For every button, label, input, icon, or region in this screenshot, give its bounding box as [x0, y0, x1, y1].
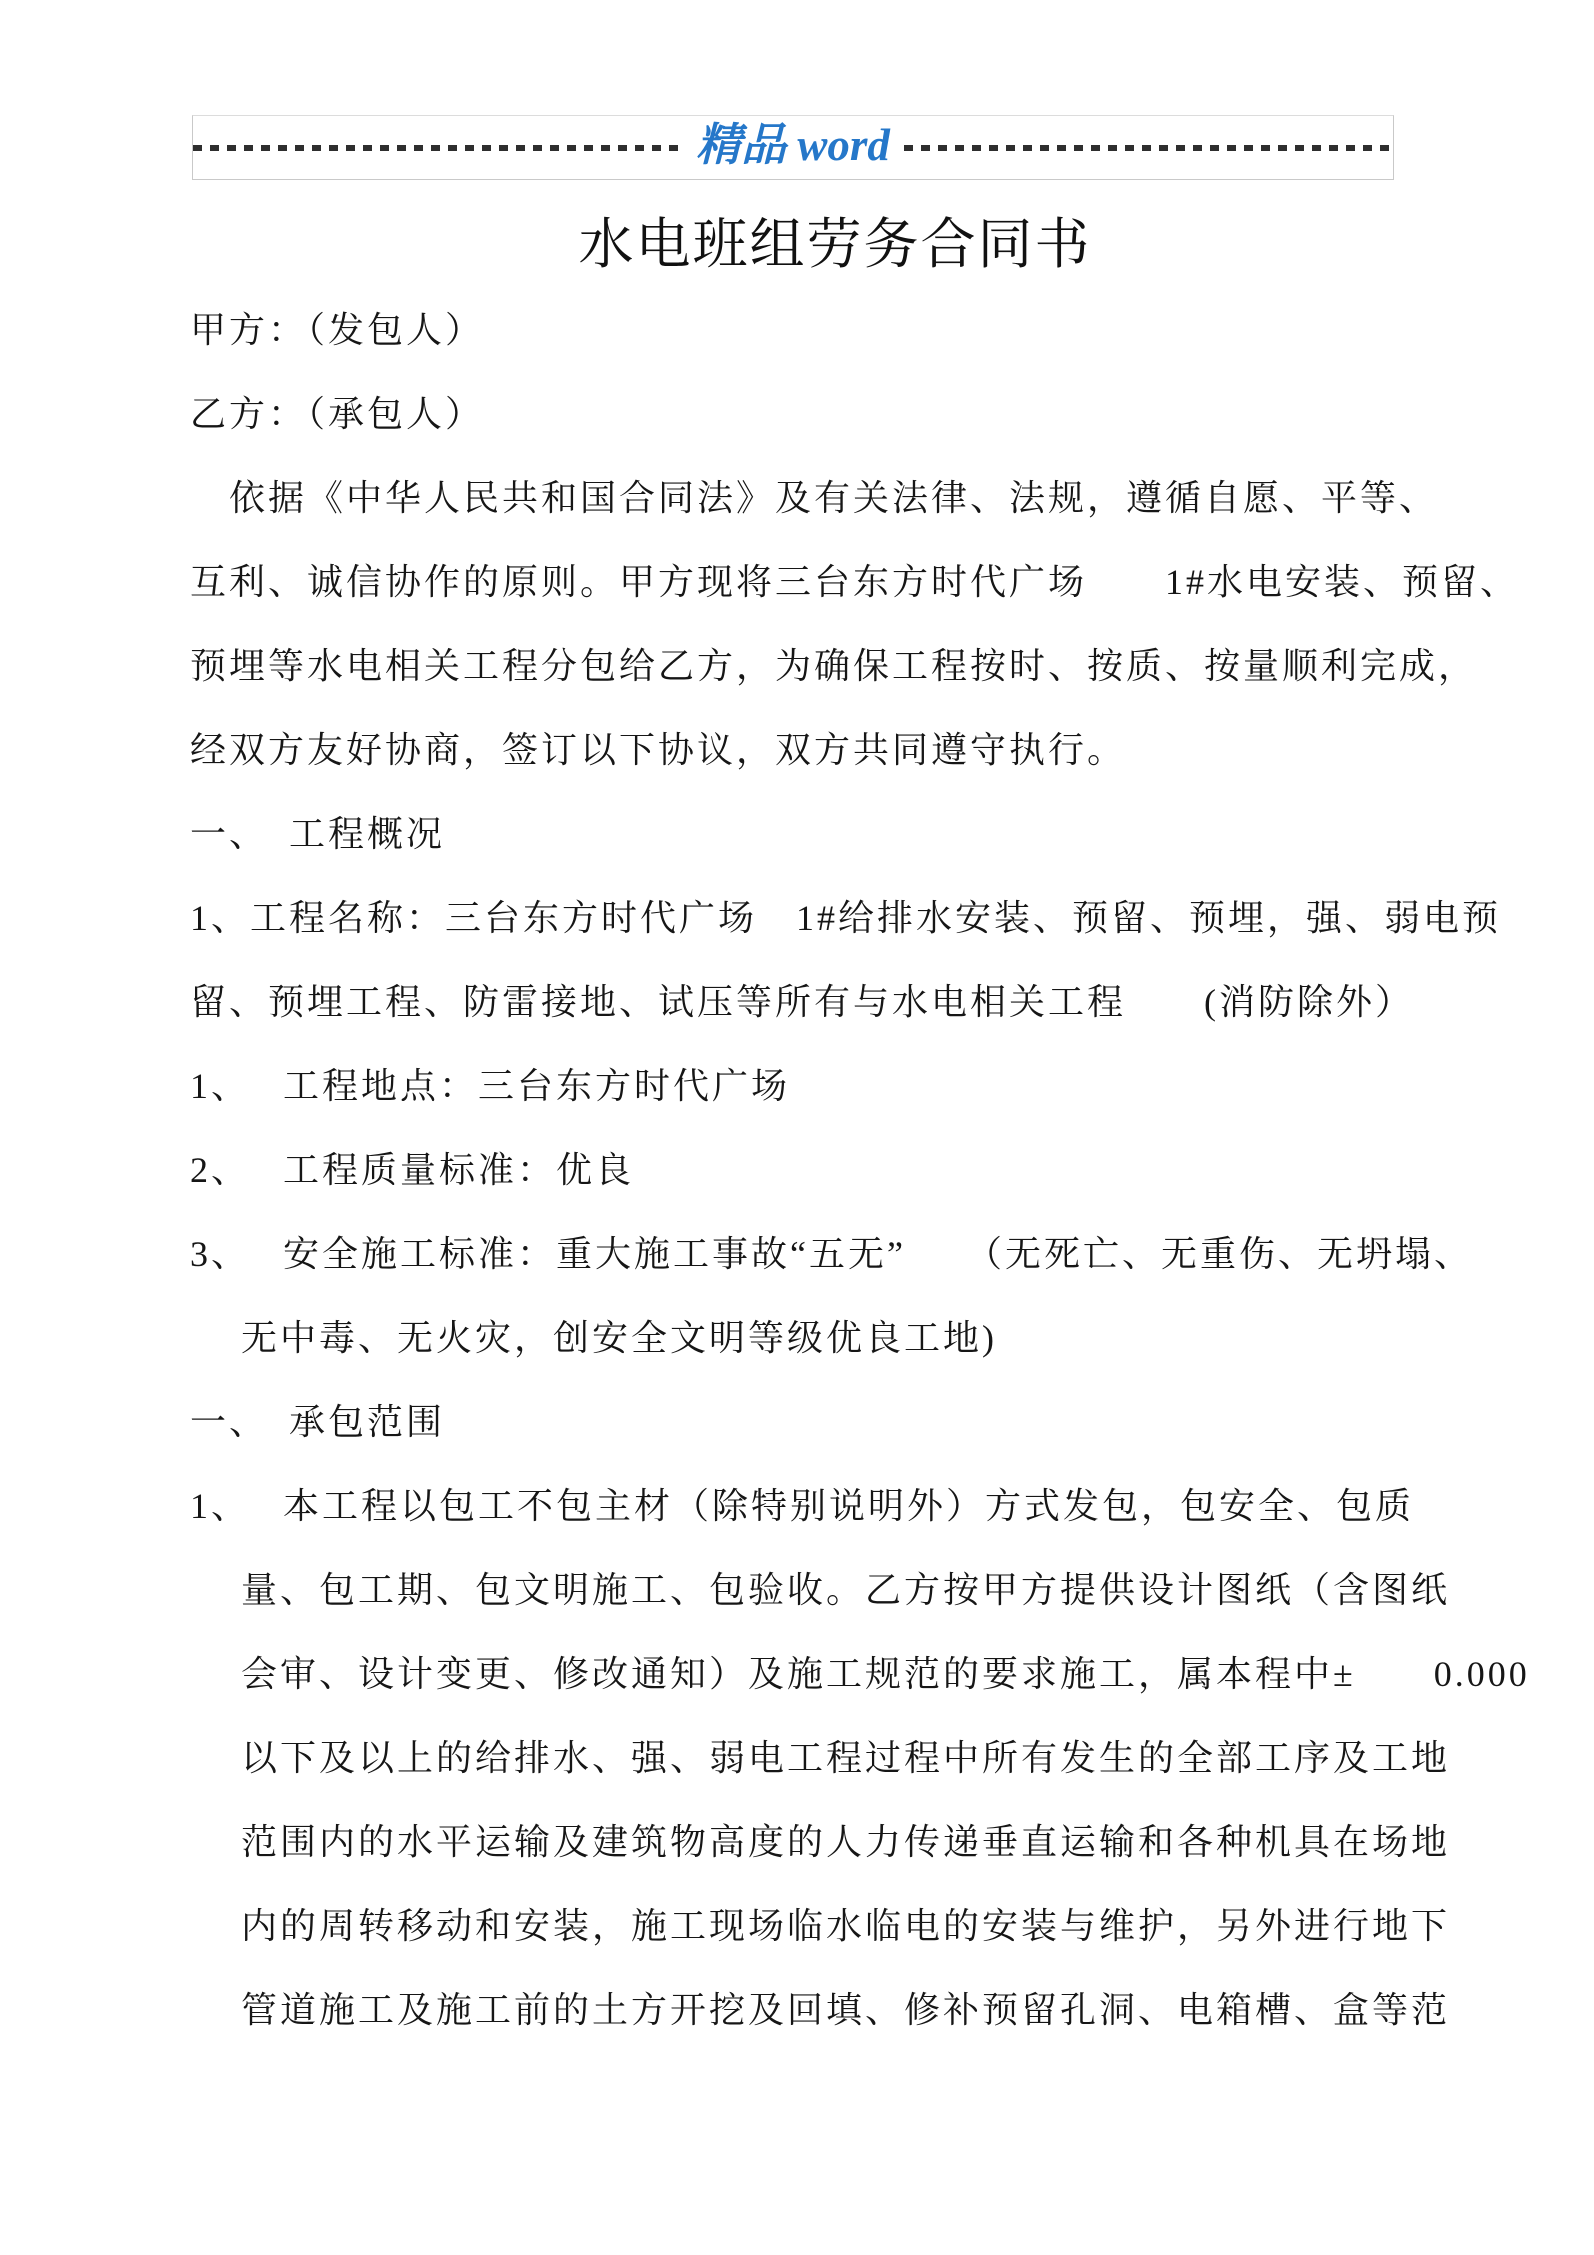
doc-section-heading: 一、 工程概况: [190, 814, 446, 854]
doc-line: 以下及以上的给排水、强、弱电工程过程中所有发生的全部工序及工地: [190, 1738, 1451, 1778]
doc-line: 会审、设计变更、修改通知）及施工规范的要求施工，属本程中± 0.000: [190, 1654, 1530, 1694]
doc-line: 量、包工期、包文明施工、包验收。乙方按甲方提供设计图纸（含图纸: [190, 1570, 1451, 1610]
promo-banner: [192, 115, 1394, 180]
doc-line: 预埋等水电相关工程分包给乙方，为确保工程按时、按质、按量顺利完成，: [190, 646, 1478, 686]
doc-line: 经双方友好协商，签订以下协议，双方共同遵守执行。: [190, 730, 1127, 770]
doc-list-item: 1、 本工程以包工不包主材（除特别说明外）方式发包，包安全、包质: [190, 1486, 1415, 1526]
doc-list-item: 2、 工程质量标准：优良: [190, 1150, 635, 1190]
doc-line: 管道施工及施工前的土方开挖及回填、修补预留孔洞、电箱槽、盒等范: [190, 1990, 1451, 2030]
promo-banner-label: 精品 word: [696, 120, 890, 170]
doc-list-item: 3、 安全施工标准：重大施工事故“五无” （无死亡、无重伤、无坍塌、: [190, 1234, 1473, 1274]
doc-line: 依据《中华人民共和国合同法》及有关法律、法规，遵循自愿、平等、: [190, 478, 1439, 518]
doc-line: 乙方：（承包人）: [190, 394, 485, 434]
doc-line: 互利、诚信协作的原则。甲方现将三台东方时代广场 1#水电安装、预留、: [190, 562, 1520, 602]
doc-line: 1、工程名称：三台东方时代广场 1#给排水安装、预留、预埋，强、弱电预: [190, 898, 1502, 938]
dashed-line-left-icon: [193, 145, 682, 151]
doc-line: 内的周转移动和安装，施工现场临水临电的安装与维护，另外进行地下: [190, 1906, 1451, 1946]
doc-section-heading: 一、 承包范围: [190, 1402, 446, 1442]
dashed-line-right-icon: [904, 145, 1393, 151]
doc-line: 甲方：（发包人）: [190, 310, 485, 350]
doc-line: 无中毒、无火灾，创安全文明等级优良工地): [190, 1318, 997, 1358]
doc-line: 留、预埋工程、防雷接地、试压等所有与水电相关工程 (消防除外）: [190, 982, 1414, 1022]
doc-line: 范围内的水平运输及建筑物高度的人力传递垂直运输和各种机具在场地: [190, 1822, 1451, 1862]
doc-list-item: 1、 工程地点：三台东方时代广场: [190, 1066, 791, 1106]
page-title: 水电班组劳务合同书: [578, 214, 1092, 275]
